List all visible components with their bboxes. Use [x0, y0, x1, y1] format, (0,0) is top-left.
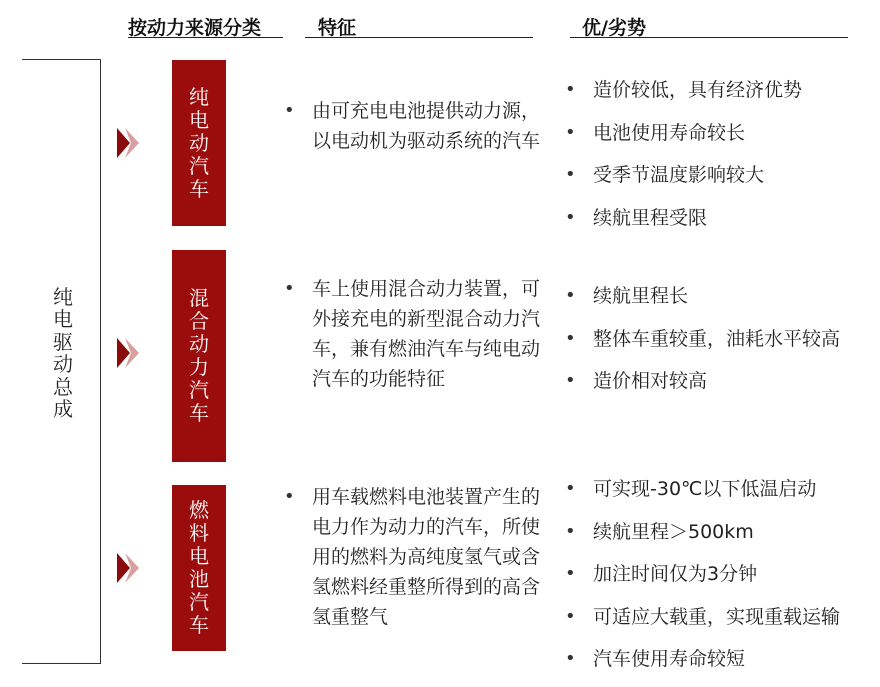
- bullet-icon: •: [565, 520, 576, 542]
- chevron-right-icon: [117, 553, 147, 583]
- root-char: 成: [53, 396, 73, 421]
- category-char: 动: [189, 332, 209, 356]
- header-pros-cons-underline: [570, 37, 848, 38]
- feature-text-bev: [284, 96, 544, 156]
- category-label-bev: [189, 86, 209, 201]
- list-item: [565, 281, 840, 324]
- category-char: 合: [189, 309, 209, 333]
- category-box-fcev: [172, 485, 226, 651]
- category-char: 车: [189, 401, 209, 425]
- list-item-text: 可实现-30℃以下低温启动: [593, 478, 817, 500]
- category-char: 池: [189, 567, 209, 591]
- list-item-text: 续航里程长: [593, 285, 689, 307]
- list-item: [565, 366, 840, 409]
- category-char: 料: [189, 521, 209, 545]
- feature-text: 用车载燃料电池装置产生的电力作为动力的汽车，所使用的燃料为高纯度氢气或含氢燃料经重整所得到的高含氢重整气: [312, 486, 541, 628]
- category-char: 燃: [189, 498, 209, 522]
- list-item-text: 可适应大载重，实现重载运输: [593, 605, 841, 628]
- bullet-icon: •: [565, 478, 576, 499]
- category-char: 车: [189, 613, 209, 637]
- list-item: [565, 75, 802, 118]
- category-char: 动: [189, 130, 209, 155]
- list-item: [565, 324, 840, 367]
- root-char: 动: [53, 352, 73, 377]
- bullet-icon: •: [565, 121, 576, 143]
- list-item: [565, 517, 840, 560]
- list-item-text: 电池使用寿命较长: [593, 121, 746, 144]
- category-char: 混: [189, 286, 209, 310]
- category-char: 汽: [189, 153, 209, 178]
- bullet-icon: •: [565, 285, 576, 306]
- category-char: 车: [189, 176, 209, 201]
- pros-cons-list-bev: [565, 75, 802, 245]
- bullet-icon: •: [284, 486, 295, 507]
- category-label-phev: [189, 287, 209, 425]
- list-item-text: 续航里程受限: [593, 206, 708, 229]
- feature-text: 由可充电电池提供动力源，以电动机为驱动系统的汽车: [312, 100, 541, 152]
- chevron-right-icon: [117, 338, 147, 368]
- bullet-icon: •: [565, 648, 576, 669]
- bullet-icon: •: [565, 206, 576, 228]
- bullet-icon: •: [565, 79, 576, 100]
- list-item-text: 造价相对较高: [593, 370, 708, 392]
- header-feature-underline: [305, 37, 533, 38]
- category-box-bev: [172, 60, 226, 226]
- list-item-text: 整体车重较重，油耗水平较高: [593, 327, 841, 350]
- list-item-text: 受季节温度影响较大: [593, 164, 765, 186]
- category-box-phev: [172, 250, 226, 462]
- list-item: [565, 559, 840, 602]
- root-label: [48, 286, 78, 420]
- bullet-icon: •: [565, 563, 576, 584]
- bullet-icon: •: [284, 278, 295, 299]
- list-item-text: 续航里程＞500km: [593, 520, 754, 543]
- pros-cons-list-phev: [565, 281, 840, 409]
- list-item-text: 汽车使用寿命较短: [593, 648, 746, 670]
- category-char: 力: [189, 355, 209, 379]
- list-item: [565, 644, 840, 687]
- list-item: [565, 118, 802, 161]
- bullet-icon: •: [284, 100, 295, 121]
- header-category: 按动力来源分类: [128, 17, 262, 39]
- category-char: 纯: [189, 84, 209, 109]
- category-char: 电: [189, 107, 209, 132]
- bullet-icon: •: [565, 605, 576, 627]
- header-feature: 特征: [318, 17, 357, 39]
- list-item: [565, 474, 840, 517]
- category-char: 汽: [189, 378, 209, 402]
- chevron-right-icon: [117, 128, 147, 158]
- list-item: [565, 602, 840, 645]
- feature-text-fcev: [284, 482, 544, 632]
- category-label-fcev: [189, 499, 209, 637]
- bullet-icon: •: [565, 164, 576, 185]
- bullet-icon: •: [565, 327, 576, 349]
- list-item: [565, 203, 802, 246]
- header-category-underline: [128, 37, 283, 38]
- category-char: 电: [189, 544, 209, 568]
- header-pros-cons: 优/劣势: [582, 17, 646, 39]
- bullet-icon: •: [565, 370, 576, 391]
- category-char: 汽: [189, 590, 209, 614]
- root-char: 纯: [53, 285, 73, 309]
- root-char: 总: [53, 374, 73, 399]
- root-char: 电: [53, 307, 73, 332]
- feature-text: 车上使用混合动力装置，可外接充电的新型混合动力汽车，兼有燃油汽车与纯电动汽车的功能特征: [312, 278, 541, 390]
- list-item-text: 造价较低，具有经济优势: [593, 79, 803, 101]
- root-char: 驱: [53, 329, 73, 354]
- feature-text-phev: [284, 274, 544, 394]
- list-item-text: 加注时间仅为3分钟: [593, 563, 758, 585]
- list-item: [565, 160, 802, 203]
- pros-cons-list-fcev: [565, 474, 840, 687]
